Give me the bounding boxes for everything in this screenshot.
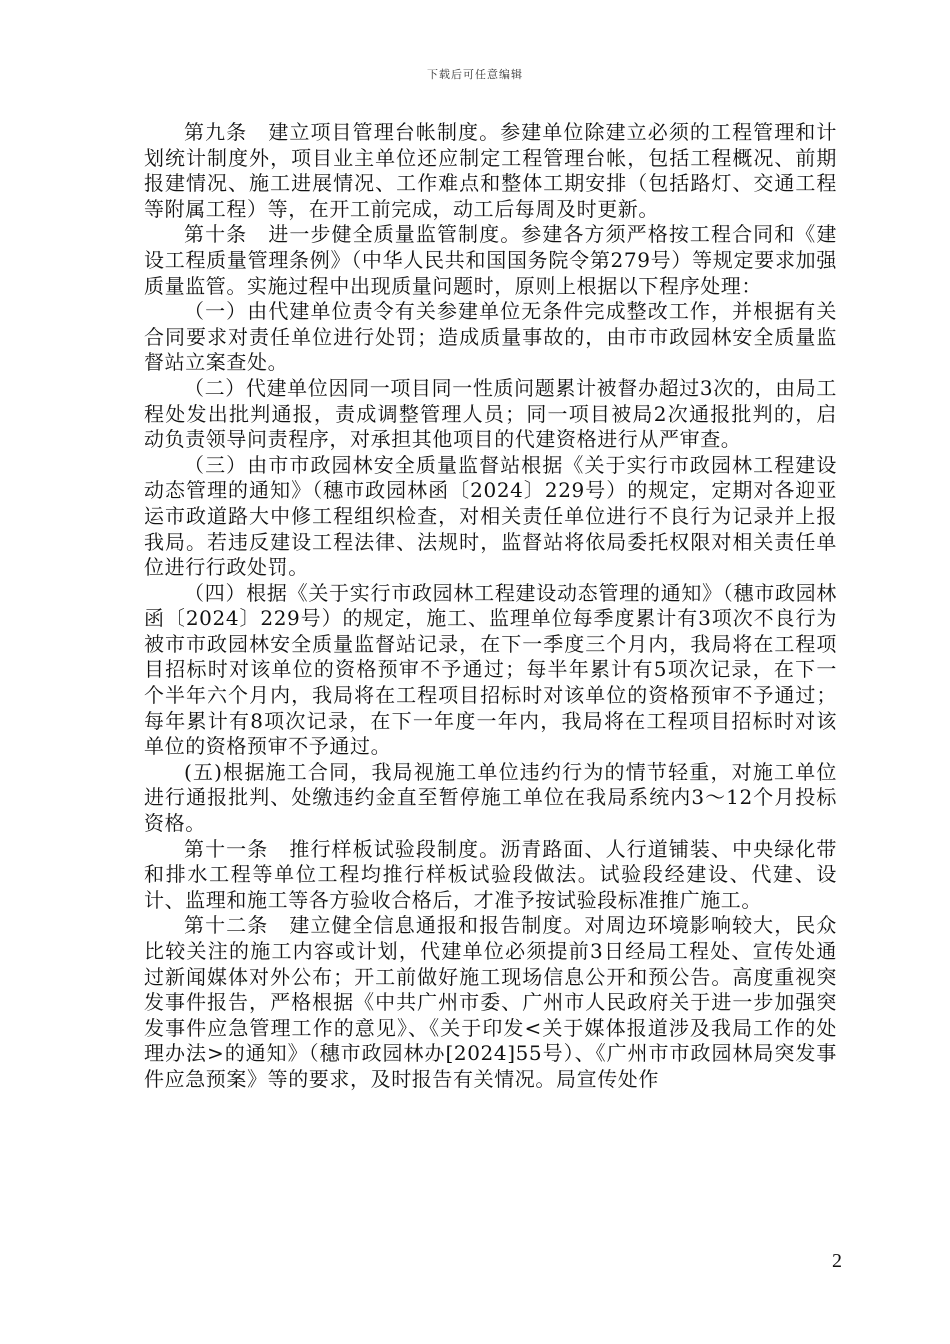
- page-number: 2: [832, 1250, 842, 1272]
- paragraph-item-2: （二）代建单位因同一项目同一性质问题累计被督办超过3次的，由局工程处发出批判通报，责成调整管理人员；同一项目被局2次通报批判的，启动负责领导问责程序，对承担其他项目的代建资格进行从严审查。: [144, 375, 837, 452]
- document-body: [144, 120, 837, 1093]
- header-note: 下载后可任意编辑: [427, 68, 523, 81]
- paragraph-article-9: 第九条 建立项目管理台帐制度。参建单位除建立必须的工程管理和计划统计制度外，项目业主单位还应制定工程管理台帐，包括工程概况、前期报建情况、施工进展情况、工作难点和整体工期安排（包括路灯、交通工程等附属工程）等，在开工前完成，动工后每周及时更新。: [144, 120, 837, 221]
- paragraph-item-4: （四）根据《关于实行市政园林工程建设动态管理的通知》（穗市政园林函〔2024〕229号）的规定，施工、监理单位每季度累计有3项次不良行为被市市政园林安全质量监督站记录，在下一季度三个月内，我局将在工程项目招标时对该单位的资格预审不予通过；每半年累计有5项次记录，在下一个半年六个月内，我局将在工程项目招标时对该单位的资格预审不予通过；每年累计有8项次记录，在下一年度一年内，我局将在工程项目招标时对该单位的资格预审不予通过。: [144, 580, 837, 759]
- paragraph-item-5: (五)根据施工合同，我局视施工单位违约行为的情节轻重，对施工单位进行通报批判、处缴违约金直至暂停施工单位在我局系统内3～12个月投标资格。: [144, 759, 837, 836]
- paragraph-article-12: 第十二条 建立健全信息通报和报告制度。对周边环境影响较大，民众比较关注的施工内容或计划，代建单位必须提前3日经局工程处、宣传处通过新闻媒体对外公布；开工前做好施工现场信息公开和预公告。高度重视突发事件报告，严格根据《中共广州市委、广州市人民政府关于进一步加强突发事件应急管理工作的意见》、《关于印发<关于媒体报道涉及我局工作的处理办法>的通知》（穗市政园林办[2024]55号）、《广州市市政园林局突发事件应急预案》等的要求，及时报告有关情况。局宣传处作: [144, 913, 837, 1091]
- paragraph-article-10: 第十条 进一步健全质量监管制度。参建各方须严格按工程合同和《建设工程质量管理条例》（中华人民共和国国务院令第279号）等规定要求加强质量监管。实施过程中出现质量问题时，原则上根据以下程序处理：: [144, 222, 837, 298]
- paragraph-item-3: （三）由市市政园林安全质量监督站根据《关于实行市政园林工程建设动态管理的通知》（穗市政园林函〔2024〕229号）的规定，定期对各迎亚运市政道路大中修工程组织检查，对相关责任单位进行不良行为记录并上报我局。若违反建设工程法律、法规时，监督站将依局委托权限对相关责任单位进行行政处罚。: [144, 452, 837, 580]
- paragraph-article-11: 第十一条 推行样板试验段制度。沥青路面、人行道铺装、中央绿化带和排水工程等单位工程均推行样板试验段做法。试验段经建设、代建、设计、监理和施工等各方验收合格后，才准予按试验段标准推广施工。: [144, 836, 837, 912]
- paragraph-item-1: （一）由代建单位责令有关参建单位无条件完成整改工作，并根据有关合同要求对责任单位进行处罚；造成质量事故的，由市市政园林安全质量监督站立案查处。: [144, 299, 837, 375]
